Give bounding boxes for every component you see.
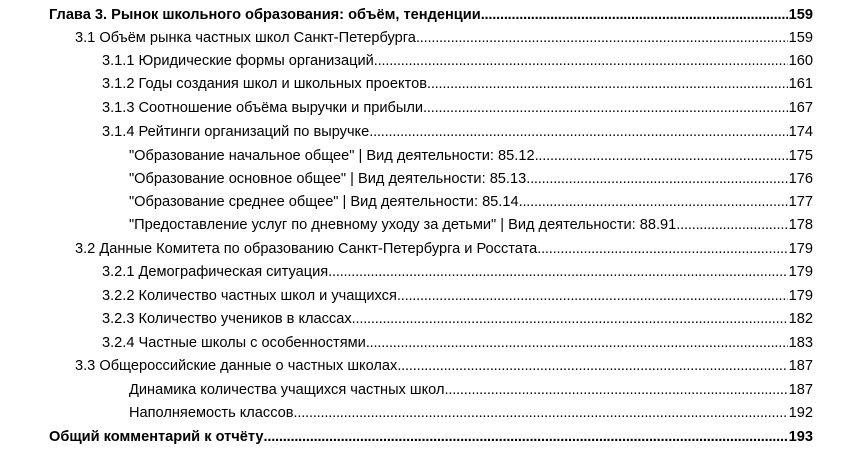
toc-entry-title: "Предоставление услуг по дневному уходу за детьми" | Вид деятельности: 88.91 — [129, 217, 677, 233]
toc-entry-title: 3.2 Данные Комитета по образованию Санкт-Петербурга и Росстата — [75, 241, 538, 257]
toc-entry-page: 159 — [788, 30, 813, 46]
toc-entry-page: 187 — [788, 382, 813, 398]
dot-leader — [374, 52, 788, 70]
toc-entry-title: Динамика количества учащихся частных школ — [129, 382, 445, 398]
dot-leader — [676, 216, 787, 234]
toc-entry-title: 3.1.1 Юридические формы организаций — [102, 53, 374, 69]
toc-entry-3-2-3[interactable] — [0, 305, 813, 328]
toc-entry-3-1-4[interactable] — [0, 118, 813, 141]
toc-entry-3-2-4[interactable] — [0, 329, 813, 352]
dot-leader — [263, 428, 787, 446]
toc-entry-chapter-3[interactable] — [0, 1, 813, 24]
dot-leader — [294, 404, 788, 422]
toc-entry-3-2[interactable] — [0, 235, 813, 258]
toc-entry-title: 3.3 Общероссийские данные о частных школах — [75, 358, 398, 374]
dot-leader — [535, 147, 788, 165]
toc-entry-title: 3.1.2 Годы создания школ и школьных проектов — [102, 76, 427, 92]
toc-entry-3-3[interactable] — [0, 352, 813, 375]
toc-entry-page: 159 — [788, 7, 813, 23]
toc-entry-page: 177 — [788, 194, 813, 210]
dot-leader — [537, 240, 787, 258]
toc-entry-3-1-2[interactable] — [0, 70, 813, 93]
toc-entry-page: 160 — [788, 53, 813, 69]
dot-leader — [526, 170, 787, 188]
toc-entry-3-2-2[interactable] — [0, 282, 813, 305]
toc-entry-3-2-1[interactable] — [0, 258, 813, 281]
toc-entry-3-1-1[interactable] — [0, 47, 813, 70]
toc-entry-general-comment[interactable] — [0, 423, 813, 446]
dot-leader — [481, 6, 788, 24]
dot-leader — [423, 99, 788, 117]
toc-entry-title: "Образование основное общее" | Вид деятельности: 85.13 — [129, 171, 527, 187]
toc-entry-page: 175 — [788, 148, 813, 164]
toc-entry-page: 183 — [788, 335, 813, 351]
toc-entry-page: 161 — [788, 76, 813, 92]
dot-leader — [519, 193, 788, 211]
toc-entry-class-fill[interactable] — [0, 399, 813, 422]
toc-entry-title: 3.1 Объём рынка частных школ Санкт-Петербурга — [75, 30, 416, 46]
toc-entry-dynamics[interactable] — [0, 376, 813, 399]
dot-leader — [427, 75, 788, 93]
toc-entry-85-14[interactable] — [0, 188, 813, 211]
toc-entry-page: 179 — [788, 288, 813, 304]
toc-entry-3-1[interactable] — [0, 24, 813, 47]
dot-leader — [416, 29, 788, 47]
toc-entry-page: 192 — [788, 405, 813, 421]
toc-entry-title: Наполняемость классов — [129, 405, 294, 421]
dot-leader — [369, 123, 787, 141]
toc-entry-page: 193 — [788, 429, 813, 445]
dot-leader — [352, 310, 788, 328]
toc-entry-85-12[interactable] — [0, 142, 813, 165]
toc-entry-page: 179 — [788, 241, 813, 257]
toc-entry-title: Общий комментарий к отчёту — [49, 429, 264, 445]
toc-entry-title: 3.2.1 Демографическая ситуация — [102, 264, 329, 280]
dot-leader — [328, 263, 788, 281]
toc-entry-title: Глава 3. Рынок школьного образования: объём, тенденции — [49, 7, 481, 23]
toc-entry-page: 179 — [788, 264, 813, 280]
dot-leader — [366, 334, 788, 352]
toc-entry-title: 3.2.3 Количество учеников в классах — [102, 311, 352, 327]
toc-entry-85-13[interactable] — [0, 165, 813, 188]
toc-entry-page: 167 — [788, 100, 813, 116]
toc-entry-title: "Образование начальное общее" | Вид деятельности: 85.12 — [129, 148, 535, 164]
dot-leader — [397, 287, 788, 305]
toc-entry-title: 3.1.4 Рейтинги организаций по выручке — [102, 124, 370, 140]
toc-entry-page: 182 — [788, 311, 813, 327]
toc-entry-page: 176 — [788, 171, 813, 187]
toc-entry-page: 187 — [788, 358, 813, 374]
toc-entry-title: "Образование среднее общее" | Вид деятельности: 85.14 — [129, 194, 519, 210]
dot-leader — [397, 357, 787, 375]
toc-entry-page: 178 — [788, 217, 813, 233]
toc-entry-88-91[interactable] — [0, 211, 813, 234]
toc-entry-title: 3.2.2 Количество частных школ и учащихся — [102, 288, 397, 304]
toc-entry-3-1-3[interactable] — [0, 94, 813, 117]
dot-leader — [444, 381, 787, 399]
toc-entry-title: 3.2.4 Частные школы с особенностями — [102, 335, 366, 351]
toc-entry-page: 174 — [788, 124, 813, 140]
toc-entry-title: 3.1.3 Соотношение объёма выручки и прибыли — [102, 100, 424, 116]
